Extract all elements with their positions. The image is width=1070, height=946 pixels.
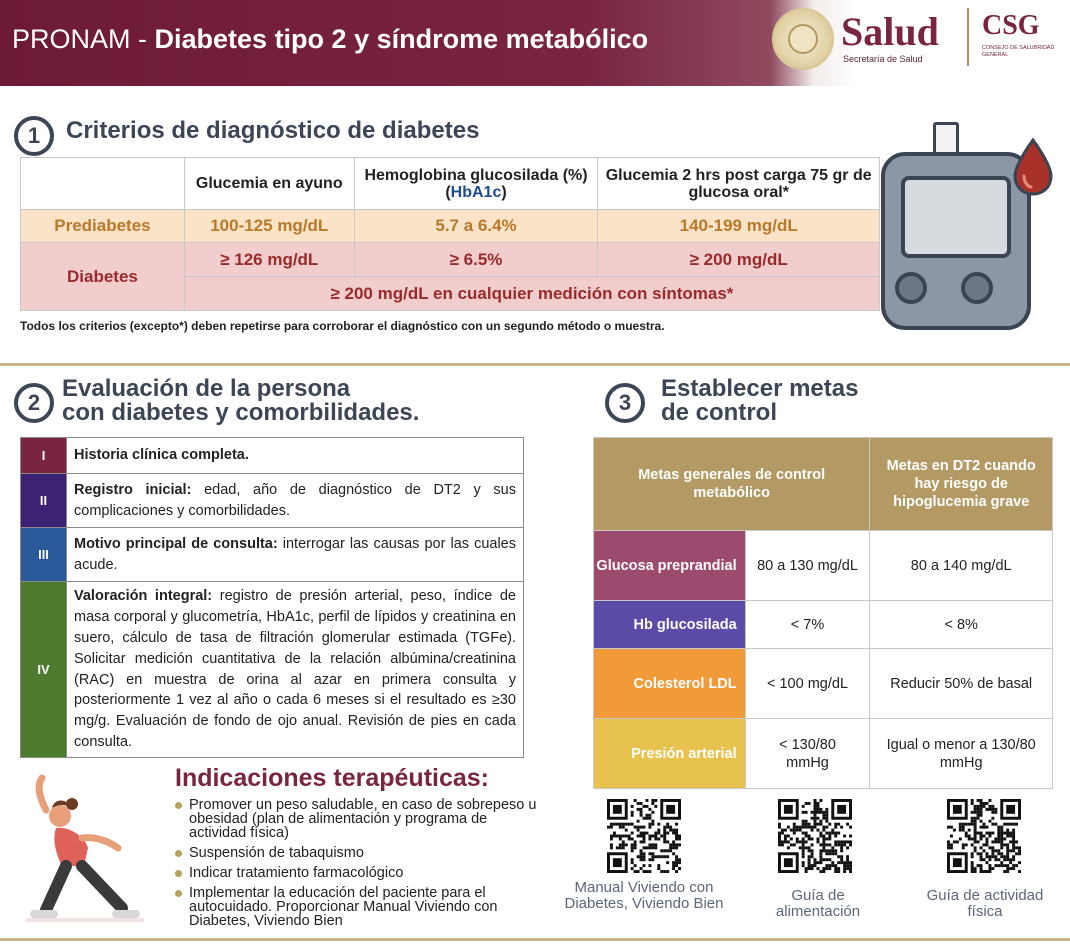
- blood-drop-icon: [1012, 138, 1054, 196]
- roman-numeral: III: [21, 528, 67, 582]
- glucometer-button: [961, 272, 993, 304]
- cell-value: 5.7 a 6.4%: [354, 210, 598, 243]
- section-divider: [0, 363, 1070, 366]
- header-hba1c: Hemoglobina glucosilada (%) (HbA1c): [354, 158, 598, 210]
- roman-numeral: IV: [21, 582, 67, 758]
- header-general-goals: Metas generales de control metabólico: [594, 438, 870, 531]
- goal-label: Hb glucosilada: [594, 601, 746, 649]
- section-3-badge: 3: [605, 383, 645, 423]
- glucometer-button: [895, 272, 927, 304]
- indications-title: Indicaciones terapéuticas:: [175, 764, 490, 792]
- table-row: [594, 649, 1053, 719]
- glucometer-icon: [881, 152, 1031, 330]
- indications-list: [175, 798, 545, 934]
- cell-value: 100-125 mg/dL: [184, 210, 354, 243]
- header-ogtt: Glucemia 2 hrs post carga 75 gr de glucosa oral*: [598, 158, 880, 210]
- section-2-badge: 2: [14, 383, 54, 423]
- section-3-title: Establecer metas de control: [661, 375, 859, 426]
- table-header-row: [21, 158, 880, 210]
- exercise-woman-icon: [26, 770, 144, 922]
- footer-divider: [0, 938, 1070, 941]
- goal-risk: Igual o menor a 130/80 mmHg: [870, 719, 1053, 789]
- cell-value: ≥ 200 mg/dL: [598, 243, 880, 277]
- cell-any-measurement: ≥ 200 mg/dL en cualquier medición con síntomas*: [184, 277, 879, 311]
- qr-caption-alimentacion: Guía de alimentación: [775, 887, 861, 920]
- empty-header-cell: [21, 158, 185, 210]
- goal-risk: < 8%: [870, 601, 1053, 649]
- qr-caption-manual: Manual Viviendo con Diabetes, Viviendo Bien: [564, 879, 724, 912]
- csg-logo-subtitle: CONSEJO DE SALUBRIDAD GENERAL: [982, 45, 1055, 58]
- table-row: [594, 601, 1053, 649]
- row-text: Registro inicial: edad, año de diagnóstico de DT2 y sus complicaciones y comorbilidades.: [67, 474, 524, 528]
- goal-general: < 100 mg/dL: [745, 649, 870, 719]
- goal-risk: Reducir 50% de basal: [870, 649, 1053, 719]
- goal-label: Colesterol LDL: [594, 649, 746, 719]
- list-item: Suspensión de tabaquismo: [175, 846, 545, 860]
- table-row: [21, 582, 524, 758]
- evaluation-table: [20, 437, 524, 758]
- section-1-badge: 1: [14, 116, 54, 156]
- national-seal-icon: [772, 8, 834, 70]
- cell-value: 140-199 mg/dL: [598, 210, 880, 243]
- title-prefix: PRONAM -: [12, 24, 155, 54]
- table-row-prediabetes: [21, 210, 880, 243]
- table-header-row: [594, 438, 1053, 531]
- cell-value: ≥ 6.5%: [354, 243, 598, 277]
- salud-logo: Salud: [841, 9, 939, 54]
- row-text: Valoración integral: registro de presión arterial, peso, índice de masa corporal y glucometría, HbA1c, perfil de lípidos y creatinina en suero, cálculo de tasa de filtración glomerular estimada (TGFe). Solicitar medición cuantitativa de la relación albúmina/creatinina (RAC) en muestra de orina al azar en primera consulta y posteriormente 1 vez al año o cada 6 meses si el resultado es ≥30 mg/g. Evaluación de fondo de ojo anual. Revisión de pies en cada consulta.: [67, 582, 524, 758]
- page-title: [12, 24, 648, 55]
- qr-code-icon[interactable]: [607, 799, 681, 873]
- list-item: Indicar tratamiento farmacológico: [175, 866, 545, 880]
- logo-divider: [967, 8, 969, 66]
- glucometer-screen: [901, 176, 1011, 258]
- goal-general: 80 a 130 mg/dL: [745, 531, 870, 601]
- header-fasting-glucose: Glucemia en ayuno: [184, 158, 354, 210]
- section-2-title: Evaluación de la persona con diabetes y comorbilidades.: [62, 375, 420, 426]
- section-1-title: Criterios de diagnóstico de diabetes: [66, 117, 480, 144]
- header-banner: [0, 0, 1070, 86]
- row-label-prediabetes: Prediabetes: [21, 210, 185, 243]
- row-label-diabetes: Diabetes: [21, 243, 185, 311]
- row-text: Motivo principal de consulta: interrogar las causas por las cuales acude.: [67, 528, 524, 582]
- goal-label: Glucosa preprandial: [594, 531, 746, 601]
- list-item: Promover un peso saludable, en caso de sobrepeso u obesidad (plan de alimentación y programa de actividad física): [175, 798, 545, 840]
- list-item: Implementar la educación del paciente para el autocuidado. Proporcionar Manual Viviendo con Diabetes, Viviendo Bien: [175, 886, 545, 928]
- qr-caption-actividad: Guía de actividad física: [926, 887, 1044, 920]
- goal-label: Presión arterial: [594, 719, 746, 789]
- criteria-footnote: Todos los criterios (excepto*) deben repetirse para corroborar el diagnóstico con un segundo método o muestra.: [20, 319, 665, 333]
- qr-code-icon[interactable]: [947, 799, 1021, 873]
- table-row: [594, 719, 1053, 789]
- header-hypoglycemia-goals: Metas en DT2 cuando hay riesgo de hipoglucemia grave: [870, 438, 1053, 531]
- goal-general: < 130/80 mmHg: [745, 719, 870, 789]
- table-row: [21, 528, 524, 582]
- table-row: [21, 438, 524, 474]
- goal-general: < 7%: [745, 601, 870, 649]
- table-row-diabetes: [21, 243, 880, 277]
- qr-code-icon[interactable]: [778, 799, 852, 873]
- table-row: [594, 531, 1053, 601]
- roman-numeral: II: [21, 474, 67, 528]
- table-row: [21, 474, 524, 528]
- control-goals-table: [593, 437, 1053, 789]
- cell-value: ≥ 126 mg/dL: [184, 243, 354, 277]
- roman-numeral: I: [21, 438, 67, 474]
- diagnosis-criteria-table: [20, 157, 880, 311]
- row-text: Historia clínica completa.: [67, 438, 524, 474]
- title-bold: Diabetes tipo 2 y síndrome metabólico: [154, 24, 649, 54]
- salud-logo-subtitle: Secretaría de Salud: [843, 54, 923, 64]
- csg-logo: CSG: [982, 10, 1040, 41]
- goal-risk: 80 a 140 mg/dL: [870, 531, 1053, 601]
